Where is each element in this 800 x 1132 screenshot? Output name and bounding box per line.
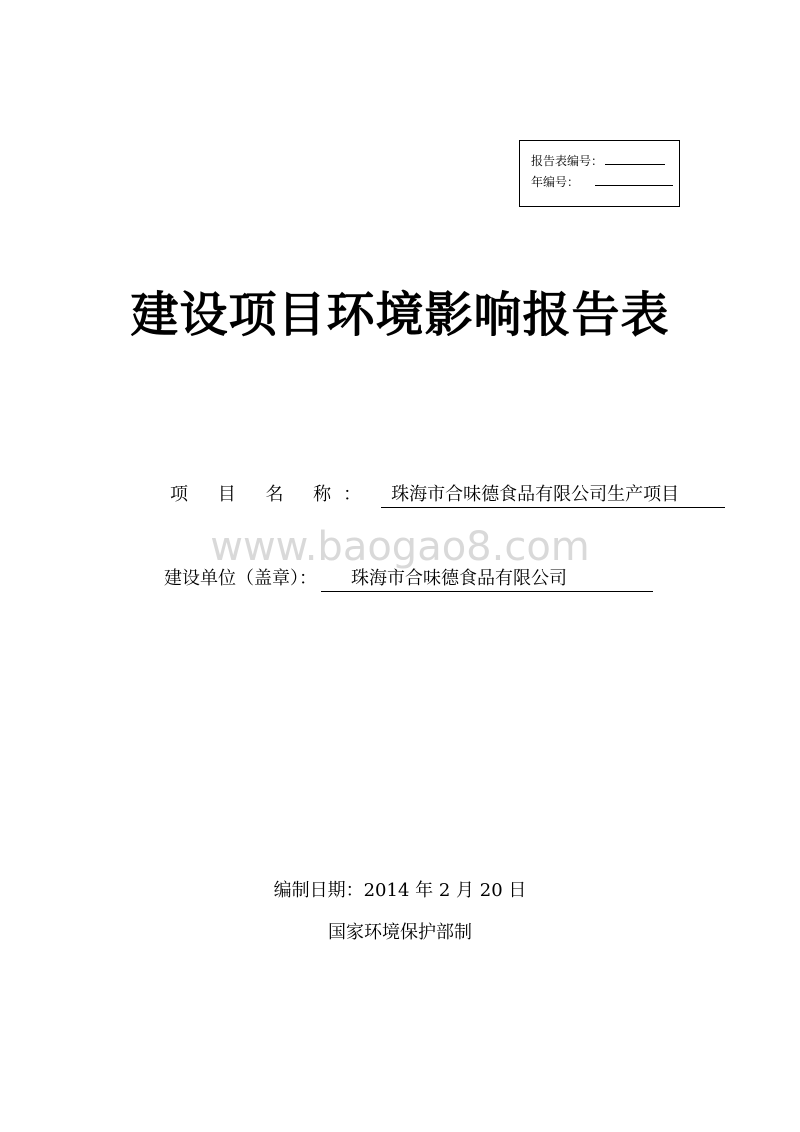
construction-unit-label: 建设单位（盖章）：	[164, 568, 317, 589]
construction-unit-row	[164, 566, 653, 592]
report-number-blank	[605, 152, 665, 165]
issuer: 国家环境保护部制	[328, 922, 472, 943]
year-number-blank	[595, 173, 673, 186]
project-name-row	[170, 482, 725, 508]
compile-date: 编制日期：2014 年 2 月 20 日	[273, 880, 527, 901]
construction-unit-value: 珠海市合味德食品有限公司	[321, 567, 653, 592]
document-title: 建设项目环境影响报告表	[130, 287, 670, 343]
project-name-label: 项 目 名 称：	[170, 484, 374, 505]
project-name-value: 珠海市合味德食品有限公司生产项目	[381, 483, 725, 508]
watermark: www.baogao8.com	[210, 524, 590, 570]
report-number-label: 报告表编号：	[531, 154, 604, 168]
report-number-row	[531, 152, 665, 170]
year-number-row	[531, 173, 673, 191]
report-number-box	[519, 140, 680, 207]
year-number-label: 年编号：	[531, 175, 580, 189]
